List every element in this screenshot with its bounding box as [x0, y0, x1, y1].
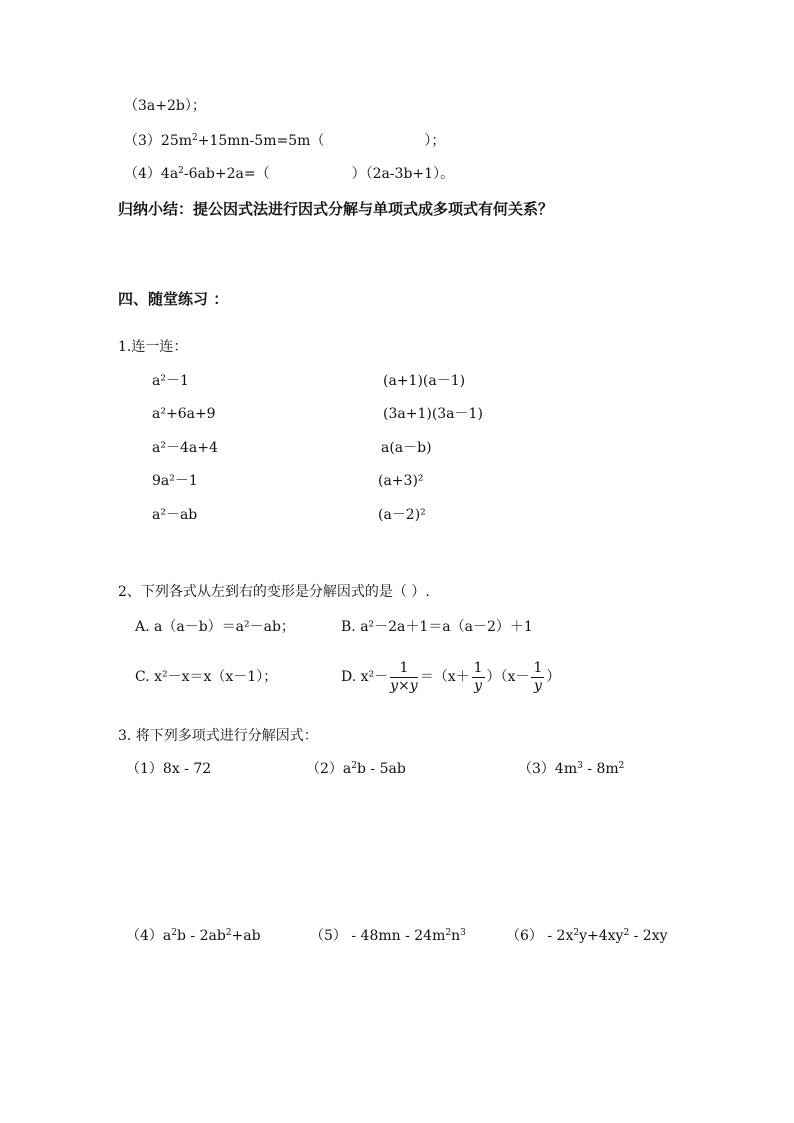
match-left-item: a²+6a+9 [152, 406, 216, 422]
expr-part: ＝（x＋ [419, 669, 470, 685]
expr-part: y+4xy [579, 928, 624, 944]
expr-part: ）； [424, 133, 446, 149]
summary-question: 归纳小结：提公因式法进行因式分解与单项式成多项式有何关系？ [118, 200, 554, 218]
exponent: 2 [573, 928, 580, 938]
continued-expression: （3a+2b）； [124, 98, 206, 114]
question-1-title: 1.连一连： [118, 339, 188, 355]
problem-5 [310, 927, 466, 945]
option-b: B. a²－2a＋1＝a（a－2）＋1 [341, 619, 533, 635]
match-right-item: (a－2)² [378, 507, 426, 523]
match-left-item: a²－4a+4 [152, 440, 218, 456]
expr-part: +ab [231, 928, 261, 944]
denominator: y [474, 677, 483, 694]
exponent: 2 [178, 166, 184, 176]
expr-part: D. x²－ [341, 669, 389, 685]
match-right-item: (3a+1)(3a－1) [383, 406, 483, 422]
problem-4 [126, 927, 261, 945]
expr-part: （3）25m [124, 133, 192, 149]
expr-part: - 8m [582, 761, 619, 777]
expr-part: （3）4m [518, 761, 578, 777]
exponent: 3 [577, 761, 583, 771]
exponent: 2 [623, 928, 630, 938]
section-heading: 四、随堂练习 ： [118, 290, 229, 308]
match-left-item: 9a²－1 [152, 473, 198, 489]
problem-6 [506, 927, 668, 945]
expr-part: （5） - 48mn - 24m [310, 928, 446, 944]
expr-part: （6） - 2x [506, 928, 574, 944]
expr-part: b - 5ab [357, 761, 406, 777]
match-left-item: a²－1 [152, 373, 189, 389]
exponent: 2 [192, 133, 198, 143]
match-right-item: (a+1)(a－1) [383, 373, 466, 389]
problem-2 [306, 760, 406, 778]
expr-part: （2）a [306, 761, 352, 777]
expr-part: n [451, 928, 461, 944]
expr-part: ） [546, 669, 561, 685]
exercise-3-line [124, 132, 445, 150]
expr-part: - 2xy [629, 928, 668, 944]
question-2-title: 2、下列各式从左到右的变形是分解因式的是（ ）. [118, 584, 430, 600]
expr-part: +15mn-5m=5m（ [197, 133, 325, 149]
expr-part: （4）4a [124, 166, 179, 182]
match-right-item: (a+3)² [378, 473, 424, 489]
option-a: A. a（a－b）＝a²－ab； [135, 619, 295, 635]
exponent: 2 [351, 761, 357, 771]
exponent: 3 [460, 928, 466, 938]
problem-3 [518, 760, 624, 778]
question-3-title: 3. 将下列多项式进行分解因式： [118, 728, 318, 744]
match-right-item: a(a－b) [381, 440, 432, 456]
expr-part: ）（x－ [486, 669, 530, 685]
denominator: y×y [390, 677, 418, 694]
expr-part: b - 2ab [177, 928, 226, 944]
numerator: 1 [473, 659, 483, 676]
option-c: C. x²－x＝x（x－1）； [135, 669, 278, 685]
exponent: 2 [618, 761, 625, 771]
exponent: 2 [225, 928, 232, 938]
expr-part: （4）a [126, 928, 172, 944]
expr-part: -6ab+2a=（ [183, 166, 270, 182]
numerator: 1 [390, 660, 418, 678]
exercise-4-line [124, 165, 454, 183]
exponent: 2 [171, 928, 177, 938]
numerator: 1 [533, 659, 543, 676]
denominator: y [533, 677, 542, 694]
option-d [341, 657, 560, 697]
fraction [390, 660, 418, 695]
fraction [472, 660, 485, 695]
fraction [531, 660, 544, 695]
exponent: 2 [445, 928, 452, 938]
expr-part: ）（2a-3b+1）。 [351, 166, 455, 182]
match-left-item: a²－ab [152, 507, 198, 523]
problem-1: （1）8x - 72 [126, 761, 212, 777]
